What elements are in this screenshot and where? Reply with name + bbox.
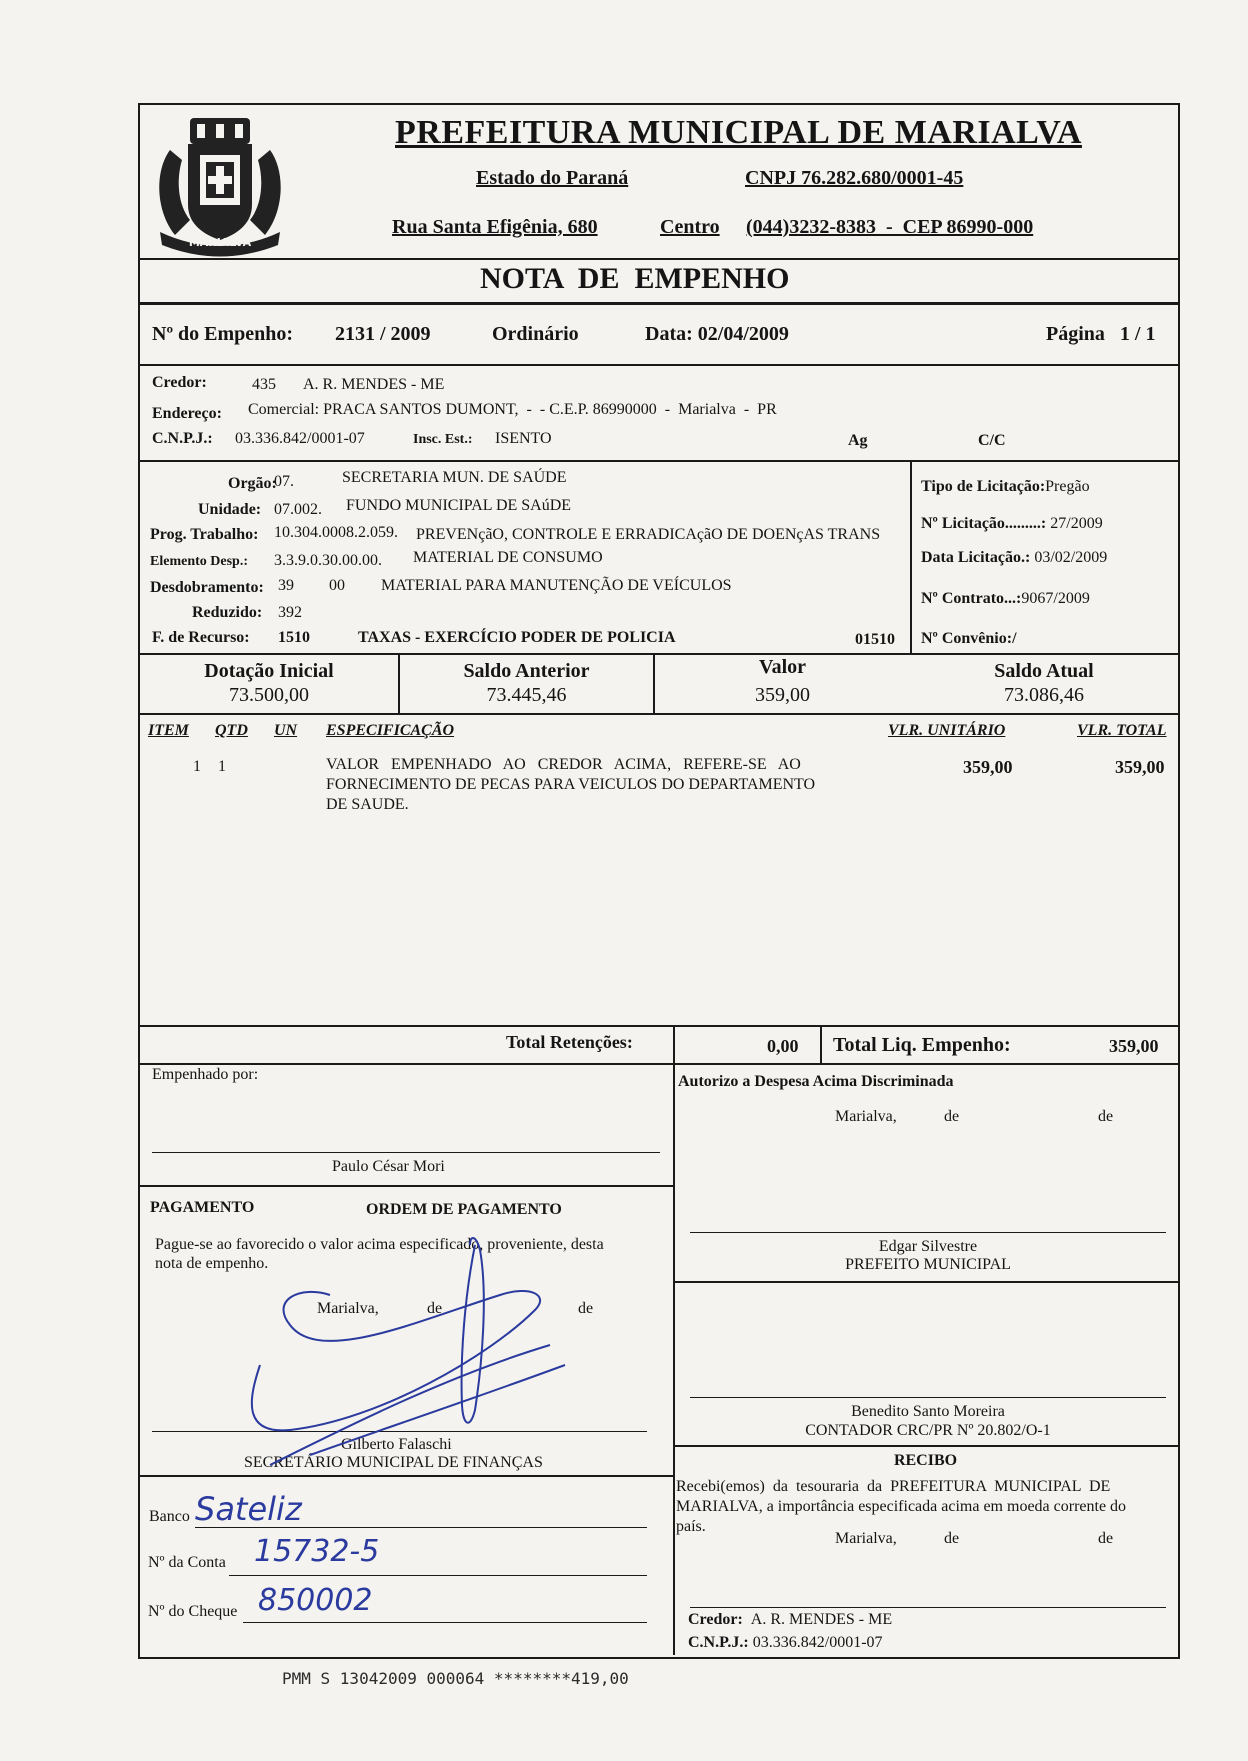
contador-role: CONTADOR CRC/PR Nº 20.802/O-1 (805, 1422, 1051, 1439)
credor-cnpj: 03.336.842/0001-07 (235, 430, 365, 447)
cnpj-label: C.N.P.J.: (152, 430, 213, 447)
col-total: VLR. TOTAL (1077, 722, 1167, 739)
orgao-name: SECRETARIA MUN. DE SAÚDE (342, 469, 567, 486)
signature-scribble (230, 1225, 630, 1475)
item-number: 1 (193, 758, 201, 775)
desdob-name: MATERIAL PARA MANUTENÇÃO DE VEÍCULOS (381, 577, 732, 594)
ordem-label: ORDEM DE PAGAMENTO (366, 1201, 562, 1218)
licitacao-tipo (921, 478, 1090, 496)
recibo-credor (688, 1611, 892, 1629)
orgao-code: 07. (274, 473, 294, 490)
conta-label: Nº da Conta (148, 1554, 226, 1571)
contador-name: Benedito Santo Moreira (851, 1403, 1005, 1420)
pagamento-city: Marialva, (317, 1300, 379, 1317)
item-desc-line2: FORNECIMENTO DE PECAS PARA VEICULOS DO DEPARTAMENTO (326, 776, 816, 793)
licitacao-contrato-label: Nº Contrato...: (921, 590, 1022, 607)
empenho-label: Nº do Empenho: (152, 323, 294, 345)
banco-handwritten: Sateliz (195, 1490, 302, 1528)
cc-label: C/C (978, 432, 1006, 449)
credor-code: 435 (252, 376, 276, 393)
document-title: NOTA DE EMPENHO (480, 262, 790, 295)
cheque-handwritten: 850002 (258, 1583, 373, 1618)
pagamento-de1: de (427, 1300, 443, 1317)
col-un: UN (274, 722, 298, 739)
autorizo-role: PREFEITO MUNICIPAL (845, 1256, 1011, 1273)
header-phone-cep: (044)3232-8383 - CEP 86990-000 (746, 216, 1034, 238)
elemento-name: MATERIAL DE CONSUMO (413, 549, 603, 566)
licitacao-numero-label: Nº Licitação.........: (921, 515, 1047, 532)
licitacao-data-label: Data Licitação.: (921, 549, 1031, 566)
col-qtd: QTD (215, 722, 248, 739)
recurso-ref: 01510 (855, 631, 895, 648)
recurso-label: F. de Recurso: (152, 629, 250, 646)
licitacao-contrato (921, 590, 1090, 608)
desdob-code2: 00 (329, 577, 345, 594)
autorizo-city: Marialva, (835, 1108, 897, 1125)
licitacao-numero (921, 515, 1103, 533)
saldo-dotacao-value: 73.500,00 (229, 684, 309, 706)
orgao-label: Orgão: (228, 475, 277, 492)
header-state: Estado do Paraná (476, 167, 629, 189)
reduzido-label: Reduzido: (192, 604, 263, 621)
licitacao-tipo-label: Tipo de Licitação: (921, 478, 1046, 495)
prog-label: Prog. Trabalho: (150, 526, 259, 543)
prog-name: PREVENçãO, CONTROLE E ERRADICAçãO DE DOENçAS TRANS (416, 526, 881, 543)
pagamento-role: SECRETÁRIO MUNICIPAL DE FINANÇAS (244, 1454, 543, 1471)
empenho-type: Ordinário (492, 323, 579, 345)
recibo-city: Marialva, (835, 1530, 897, 1547)
saldo-valor-label: Valor (758, 656, 807, 678)
prog-code: 10.304.0008.2.059. (274, 524, 398, 541)
recibo-text3: país. (676, 1518, 706, 1535)
recurso-code: 1510 (278, 629, 310, 646)
credor-address: Comercial: PRACA SANTOS DUMONT, - - C.E.P. 86990000 - Marialva - PR (248, 401, 777, 418)
unidade-label: Unidade: (198, 501, 262, 518)
empenhado-name: Paulo César Mori (332, 1158, 445, 1175)
recibo-label: RECIBO (893, 1452, 958, 1469)
item-desc-line3: DE SAUDE. (326, 796, 409, 813)
header-district: Centro (660, 216, 720, 238)
recibo-text2: MARIALVA, a importância especificada acima em moeda corrente do (676, 1498, 1127, 1515)
autorizo-de2: de (1098, 1108, 1114, 1125)
empenho-page: Página 1 / 1 (1046, 323, 1156, 345)
autorizo-de1: de (944, 1108, 960, 1125)
cheque-label: Nº do Cheque (148, 1603, 238, 1620)
item-total-value: 359,00 (1115, 757, 1165, 777)
recibo-de2: de (1098, 1530, 1114, 1547)
saldo-atual-label: Saldo Atual (994, 660, 1094, 682)
banco-label: Banco (149, 1508, 190, 1525)
insc-label: Insc. Est.: (413, 432, 473, 447)
col-espec: ESPECIFICAÇÃO (326, 722, 455, 739)
recurso-name: TAXAS - EXERCÍCIO PODER DE POLICIA (358, 629, 676, 646)
item-unit-value: 359,00 (963, 757, 1013, 777)
recibo-text1: Recebi(emos) da tesouraria da PREFEITURA MUNICIPAL DE (676, 1478, 1111, 1495)
unidade-name: FUNDO MUNICIPAL DE SAúDE (346, 497, 572, 514)
item-qtd: 1 (218, 758, 226, 775)
recibo-credor-label: Credor: (688, 1611, 743, 1628)
desdob-code1: 39 (278, 577, 294, 594)
saldo-anterior-value: 73.445,46 (486, 684, 567, 706)
recibo-credor-value: A. R. MENDES - ME (750, 1611, 893, 1628)
pagamento-label: PAGAMENTO (150, 1199, 255, 1216)
col-unit: VLR. UNITÁRIO (888, 722, 1006, 739)
licitacao-data-value: 03/02/2009 (1034, 549, 1108, 566)
credor-insc: ISENTO (495, 430, 552, 447)
pagamento-text2: nota de empenho. (155, 1255, 269, 1272)
col-item: ITEM (148, 722, 189, 739)
address-label: Endereço: (152, 405, 222, 422)
saldo-atual-value: 73.086,46 (1004, 684, 1084, 706)
desdob-label: Desdobramento: (150, 579, 264, 596)
retencoes-value: 0,00 (767, 1036, 799, 1056)
header-title: PREFEITURA MUNICIPAL DE MARIALVA (395, 114, 1082, 151)
retencoes-label: Total Retenções: (506, 1032, 633, 1052)
recibo-cnpj-value: 03.336.842/0001-07 (752, 1634, 883, 1651)
empenhado-label: Empenhado por: (152, 1066, 259, 1083)
elemento-code: 3.3.9.0.30.00.00. (274, 552, 382, 569)
saldo-anterior-label: Saldo Anterior (463, 660, 590, 682)
licitacao-contrato-value: 9067/2009 (1021, 590, 1090, 607)
recibo-cnpj-label: C.N.P.J.: (688, 1634, 749, 1651)
footer-stamp: PMM S 13042009 000064 ********419,00 (282, 1669, 629, 1688)
licitacao-tipo-value: Pregão (1045, 478, 1090, 495)
empenho-date: Data: 02/04/2009 (645, 323, 789, 345)
pagamento-de2: de (578, 1300, 594, 1317)
ag-label: Ag (848, 432, 868, 449)
pagamento-text1: Pague-se ao favorecido o valor acima especificado, proveniente, desta (155, 1236, 604, 1253)
recibo-de1: de (944, 1530, 960, 1547)
header-cnpj: CNPJ 76.282.680/0001-45 (745, 167, 964, 189)
liquido-value: 359,00 (1109, 1036, 1159, 1056)
reduzido-value: 392 (278, 604, 302, 621)
autorizo-label: Autorizo a Despesa Acima Discriminada (678, 1073, 954, 1090)
licitacao-data (921, 549, 1107, 567)
credor-name: A. R. MENDES - ME (303, 376, 445, 393)
licitacao-convenio: Nº Convênio:/ (921, 630, 1017, 647)
pagamento-name: Gilberto Falaschi (341, 1436, 452, 1453)
saldo-valor-value: 359,00 (755, 684, 810, 706)
liquido-label: Total Liq. Empenho: (833, 1034, 1011, 1056)
autorizo-name: Edgar Silvestre (878, 1238, 978, 1255)
saldo-dotacao-label: Dotação Inicial (204, 660, 334, 682)
credor-label: Credor: (152, 374, 207, 391)
recibo-cnpj (688, 1634, 883, 1652)
elemento-label: Elemento Desp.: (150, 554, 248, 569)
unidade-code: 07.002. (274, 501, 322, 518)
crest-caption: MARIALVA (188, 236, 252, 249)
licitacao-numero-value: 27/2009 (1050, 515, 1103, 532)
header-street: Rua Santa Efigênia, 680 (392, 216, 598, 238)
crest-logo (150, 110, 290, 260)
empenho-number: 2131 / 2009 (335, 323, 431, 345)
conta-handwritten: 15732-5 (254, 1534, 380, 1569)
item-desc-line1: VALOR EMPENHADO AO CREDOR ACIMA, REFERE-SE AO (326, 756, 801, 773)
